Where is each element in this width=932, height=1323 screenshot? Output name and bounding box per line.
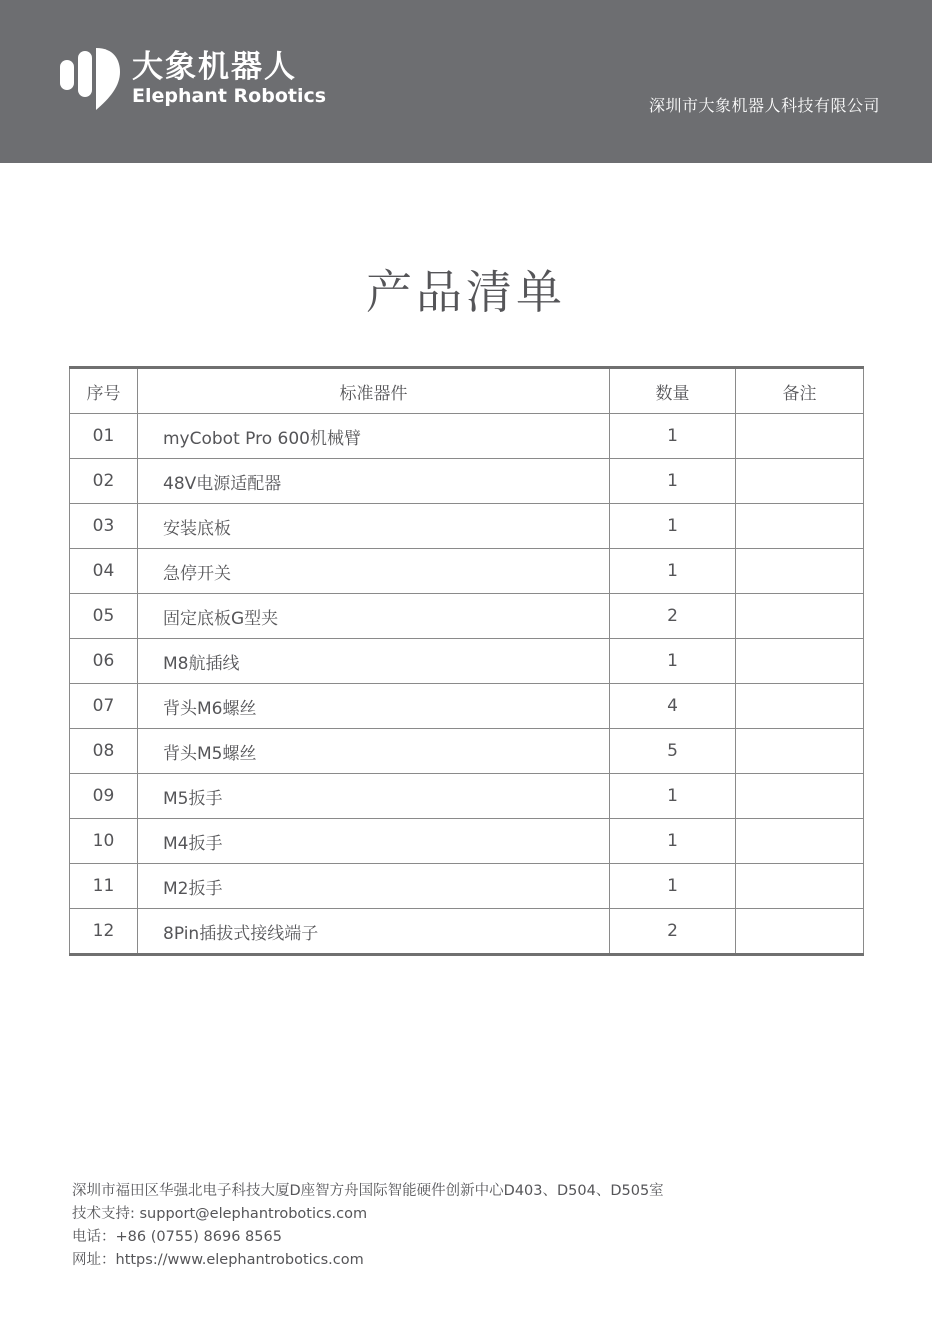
table-row — [70, 774, 864, 819]
cell-serial-number: 12 — [70, 909, 138, 955]
table-row — [70, 729, 864, 774]
cell-serial-number: 08 — [70, 729, 138, 774]
cell-remarks — [736, 864, 864, 909]
cell-component-name: myCobot Pro 600机械臂 — [138, 414, 610, 459]
company-logo — [60, 46, 326, 110]
cell-serial-number: 09 — [70, 774, 138, 819]
cell-serial-number: 05 — [70, 594, 138, 639]
cell-quantity: 4 — [610, 684, 736, 729]
elephant-logo-icon — [60, 46, 120, 110]
table-header-row — [70, 368, 864, 414]
cell-serial-number: 04 — [70, 549, 138, 594]
cell-quantity: 2 — [610, 909, 736, 955]
page-header — [0, 0, 932, 163]
product-list-table — [69, 366, 864, 956]
cell-component-name: M2扳手 — [138, 864, 610, 909]
table-row — [70, 864, 864, 909]
footer-phone: 电话：+86 (0755) 8696 8565 — [72, 1229, 282, 1245]
table-row — [70, 504, 864, 549]
cell-component-name: M4扳手 — [138, 819, 610, 864]
cell-serial-number: 06 — [70, 639, 138, 684]
cell-quantity: 1 — [610, 549, 736, 594]
cell-remarks — [736, 414, 864, 459]
cell-component-name: M5扳手 — [138, 774, 610, 819]
cell-serial-number: 01 — [70, 414, 138, 459]
table-row — [70, 639, 864, 684]
cell-quantity: 2 — [610, 594, 736, 639]
cell-quantity: 1 — [610, 864, 736, 909]
page-title: 产品清单 — [366, 265, 566, 319]
cell-quantity: 1 — [610, 639, 736, 684]
cell-remarks — [736, 774, 864, 819]
cell-serial-number: 10 — [70, 819, 138, 864]
footer-website: 网址：https://www.elephantrobotics.com — [72, 1252, 364, 1268]
cell-remarks — [736, 594, 864, 639]
table-row — [70, 459, 864, 504]
cell-remarks — [736, 909, 864, 955]
header-serial-number: 序号 — [70, 368, 138, 414]
footer-address: 深圳市福田区华强北电子科技大厦D座智方舟国际智能硬件创新中心D403、D504、D505室 — [72, 1183, 664, 1199]
logo-english-name: Elephant Robotics — [132, 84, 327, 107]
cell-component-name: M8航插线 — [138, 639, 610, 684]
cell-serial-number: 11 — [70, 864, 138, 909]
cell-remarks — [736, 549, 864, 594]
cell-component-name: 8Pin插拔式接线端子 — [138, 909, 610, 955]
table-row — [70, 684, 864, 729]
cell-remarks — [736, 504, 864, 549]
cell-component-name: 48V电源适配器 — [138, 459, 610, 504]
cell-remarks — [736, 684, 864, 729]
table-row — [70, 594, 864, 639]
cell-component-name: 背头M5螺丝 — [138, 729, 610, 774]
company-name: 深圳市大象机器人科技有限公司 — [648, 96, 880, 115]
header-quantity: 数量 — [610, 368, 736, 414]
header-component: 标准器件 — [138, 368, 610, 414]
table-row — [70, 414, 864, 459]
cell-component-name: 安装底板 — [138, 504, 610, 549]
cell-remarks — [736, 819, 864, 864]
cell-quantity: 1 — [610, 504, 736, 549]
cell-remarks — [736, 639, 864, 684]
cell-quantity: 1 — [610, 459, 736, 504]
table-row — [70, 549, 864, 594]
cell-quantity: 1 — [610, 819, 736, 864]
cell-component-name: 急停开关 — [138, 549, 610, 594]
logo-chinese-name: 大象机器人 — [132, 48, 297, 85]
cell-quantity: 5 — [610, 729, 736, 774]
table-row — [70, 819, 864, 864]
cell-quantity: 1 — [610, 774, 736, 819]
footer-support-email: 技术支持: support@elephantrobotics.com — [72, 1206, 368, 1222]
product-list-table-container — [69, 366, 863, 956]
cell-component-name: 背头M6螺丝 — [138, 684, 610, 729]
table-body — [70, 414, 864, 955]
cell-remarks — [736, 459, 864, 504]
contact-footer — [72, 1180, 664, 1272]
cell-component-name: 固定底板G型夹 — [138, 594, 610, 639]
cell-serial-number: 03 — [70, 504, 138, 549]
cell-quantity: 1 — [610, 414, 736, 459]
cell-serial-number: 02 — [70, 459, 138, 504]
cell-serial-number: 07 — [70, 684, 138, 729]
header-remarks: 备注 — [736, 368, 864, 414]
table-row — [70, 909, 864, 955]
cell-remarks — [736, 729, 864, 774]
